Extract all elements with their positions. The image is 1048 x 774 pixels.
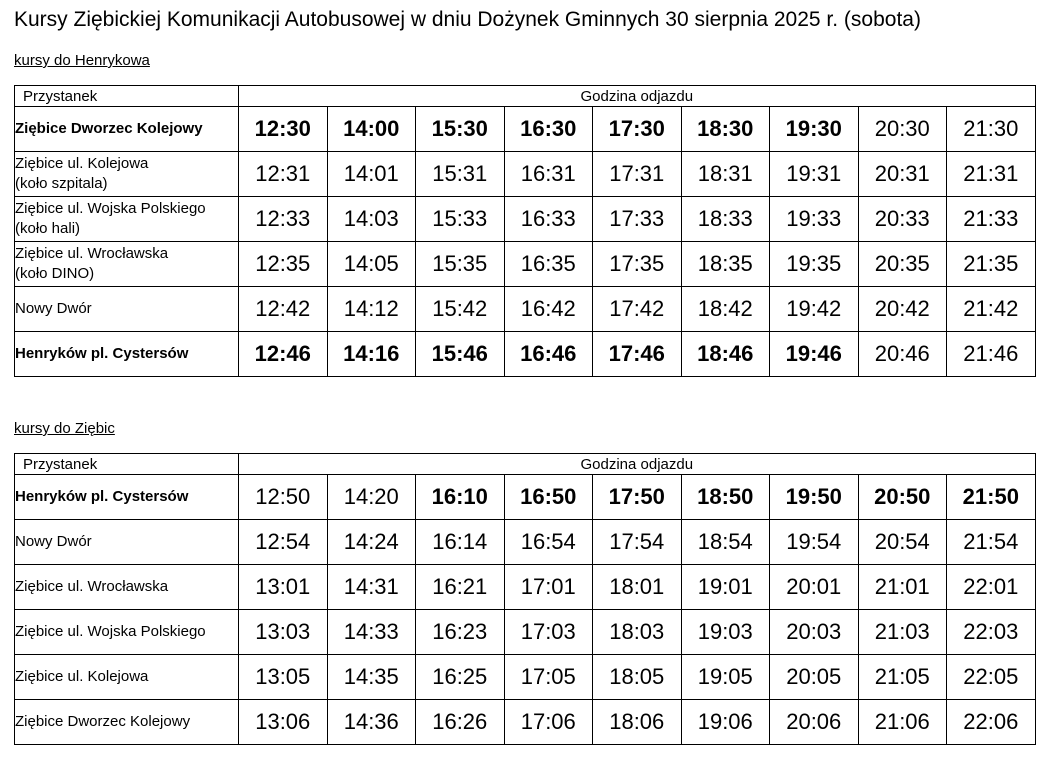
departure-time-cell: 13:06 [239,700,328,745]
departure-time-cell: 21:46 [947,332,1036,377]
departure-time-cell: 12:46 [239,332,328,377]
stop-name-line: Nowy Dwór [15,533,92,550]
stop-name-cell [15,520,239,565]
departure-time-cell: 21:42 [947,287,1036,332]
stop-name-line: Nowy Dwór [15,300,92,317]
stop-name-cell [15,610,239,655]
departure-time-cell: 16:25 [416,655,505,700]
departure-time-cell: 12:42 [239,287,328,332]
departure-time-cell: 19:31 [770,152,859,197]
column-header-departure: Godzina odjazdu [239,454,1036,475]
departure-time-cell: 14:12 [327,287,416,332]
departure-time-cell: 21:06 [858,700,947,745]
departure-time-cell: 20:46 [858,332,947,377]
departure-time-cell: 16:21 [416,565,505,610]
stop-name-line: Ziębice ul. Wrocławska [15,578,169,595]
departure-time-cell: 21:05 [858,655,947,700]
stop-name-line: Ziębice Dworzec Kolejowy [15,120,203,137]
departure-time-cell: 20:06 [770,700,859,745]
stop-name-line: Ziębice ul. Kolejowa [15,155,149,172]
departure-time-cell: 22:03 [947,610,1036,655]
departure-time-cell: 14:33 [327,610,416,655]
departure-time-cell: 19:46 [770,332,859,377]
departure-time-cell: 14:01 [327,152,416,197]
table-row [15,610,1036,655]
departure-time-cell: 19:05 [681,655,770,700]
departure-time-cell: 12:35 [239,242,328,287]
departure-time-cell: 21:50 [947,475,1036,520]
departure-time-cell: 21:01 [858,565,947,610]
stop-name-line: (koło DINO) [15,265,95,282]
departure-time-cell: 16:54 [504,520,593,565]
stop-name-cell [15,197,239,242]
departure-time-cell: 15:42 [416,287,505,332]
departure-time-cell: 19:01 [681,565,770,610]
departure-time-cell: 13:01 [239,565,328,610]
departure-time-cell: 20:42 [858,287,947,332]
stop-name-line: Ziębice ul. Wojska Polskiego [15,200,206,217]
departure-time-cell: 15:31 [416,152,505,197]
page-title: Kursy Ziębickiej Komunikacji Autobusowej w dniu Dożynek Gminnych 30 sierpnia 2025 r. (sobota) [14,8,921,31]
departure-time-cell: 20:50 [858,475,947,520]
departure-time-cell: 20:03 [770,610,859,655]
table-row [15,287,1036,332]
section-label-ziebice: kursy do Ziębic [14,420,115,437]
column-header-stop: Przystanek [15,86,239,107]
departure-time-cell: 16:50 [504,475,593,520]
departure-time-cell: 17:01 [504,565,593,610]
departure-time-cell: 17:30 [593,107,682,152]
departure-time-cell: 19:42 [770,287,859,332]
departure-time-cell: 18:35 [681,242,770,287]
departure-time-cell: 17:42 [593,287,682,332]
departure-time-cell: 12:50 [239,475,328,520]
departure-time-cell: 17:06 [504,700,593,745]
departure-time-cell: 16:33 [504,197,593,242]
departure-time-cell: 21:35 [947,242,1036,287]
departure-time-cell: 14:16 [327,332,416,377]
stop-name-cell [15,565,239,610]
stop-name-cell [15,152,239,197]
departure-time-cell: 20:35 [858,242,947,287]
stop-name-cell [15,475,239,520]
departure-time-cell: 18:54 [681,520,770,565]
departure-time-cell: 12:31 [239,152,328,197]
departure-time-cell: 16:42 [504,287,593,332]
departure-time-cell: 18:33 [681,197,770,242]
departure-time-cell: 14:36 [327,700,416,745]
departure-time-cell: 21:33 [947,197,1036,242]
departure-time-cell: 17:50 [593,475,682,520]
stop-name-line: (koło hali) [15,220,81,237]
departure-time-cell: 18:03 [593,610,682,655]
departure-time-cell: 18:31 [681,152,770,197]
column-header-departure: Godzina odjazdu [239,86,1036,107]
departure-time-cell: 19:54 [770,520,859,565]
departure-time-cell: 22:05 [947,655,1036,700]
departure-time-cell: 21:03 [858,610,947,655]
departure-time-cell: 19:50 [770,475,859,520]
departure-time-cell: 15:35 [416,242,505,287]
departure-time-cell: 18:30 [681,107,770,152]
table-header-row [15,86,1036,107]
stop-name-line: Ziębice ul. Wojska Polskiego [15,623,206,640]
departure-time-cell: 12:30 [239,107,328,152]
departure-time-cell: 20:33 [858,197,947,242]
departure-time-cell: 17:33 [593,197,682,242]
stop-name-line: Ziębice ul. Wrocławska [15,245,169,262]
table-row [15,107,1036,152]
departure-time-cell: 14:35 [327,655,416,700]
departure-time-cell: 19:30 [770,107,859,152]
table-row [15,655,1036,700]
timetable-to-ziebice [14,453,1036,745]
departure-time-cell: 12:33 [239,197,328,242]
departure-time-cell: 17:54 [593,520,682,565]
table-header-row [15,454,1036,475]
table-row [15,332,1036,377]
stop-name-line: Henryków pl. Cystersów [15,345,189,362]
departure-time-cell: 18:01 [593,565,682,610]
departure-time-cell: 19:06 [681,700,770,745]
departure-time-cell: 20:31 [858,152,947,197]
stop-name-cell [15,655,239,700]
departure-time-cell: 13:03 [239,610,328,655]
departure-time-cell: 19:03 [681,610,770,655]
departure-time-cell: 18:05 [593,655,682,700]
stop-name-cell [15,332,239,377]
section-label-henrykow: kursy do Henrykowa [14,52,150,69]
departure-time-cell: 18:06 [593,700,682,745]
departure-time-cell: 14:05 [327,242,416,287]
departure-time-cell: 20:30 [858,107,947,152]
departure-time-cell: 16:10 [416,475,505,520]
table-row [15,475,1036,520]
departure-time-cell: 21:30 [947,107,1036,152]
departure-time-cell: 19:35 [770,242,859,287]
departure-time-cell: 14:00 [327,107,416,152]
departure-time-cell: 21:54 [947,520,1036,565]
departure-time-cell: 14:20 [327,475,416,520]
departure-time-cell: 16:14 [416,520,505,565]
stop-name-cell [15,287,239,332]
table-row [15,242,1036,287]
departure-time-cell: 15:33 [416,197,505,242]
departure-time-cell: 17:03 [504,610,593,655]
departure-time-cell: 16:46 [504,332,593,377]
table-row [15,700,1036,745]
departure-time-cell: 20:05 [770,655,859,700]
departure-time-cell: 17:31 [593,152,682,197]
stop-name-line: Henryków pl. Cystersów [15,488,189,505]
departure-time-cell: 15:46 [416,332,505,377]
departure-time-cell: 18:42 [681,287,770,332]
departure-time-cell: 21:31 [947,152,1036,197]
departure-time-cell: 20:54 [858,520,947,565]
departure-time-cell: 15:30 [416,107,505,152]
departure-time-cell: 14:31 [327,565,416,610]
stop-name-line: (koło szpitala) [15,175,108,192]
departure-time-cell: 14:03 [327,197,416,242]
stop-name-cell [15,242,239,287]
departure-time-cell: 16:30 [504,107,593,152]
table-row [15,197,1036,242]
departure-time-cell: 19:33 [770,197,859,242]
departure-time-cell: 18:46 [681,332,770,377]
timetable-to-henrykow [14,85,1036,377]
stop-name-cell [15,700,239,745]
table-row [15,565,1036,610]
departure-time-cell: 22:01 [947,565,1036,610]
departure-time-cell: 17:46 [593,332,682,377]
departure-time-cell: 17:35 [593,242,682,287]
departure-time-cell: 14:24 [327,520,416,565]
departure-time-cell: 16:23 [416,610,505,655]
stop-name-line: Ziębice Dworzec Kolejowy [15,713,191,730]
departure-time-cell: 17:05 [504,655,593,700]
departure-time-cell: 13:05 [239,655,328,700]
stop-name-line: Ziębice ul. Kolejowa [15,668,149,685]
departure-time-cell: 22:06 [947,700,1036,745]
table-row [15,152,1036,197]
departure-time-cell: 20:01 [770,565,859,610]
column-header-stop: Przystanek [15,454,239,475]
departure-time-cell: 18:50 [681,475,770,520]
table-row [15,520,1036,565]
departure-time-cell: 12:54 [239,520,328,565]
departure-time-cell: 16:26 [416,700,505,745]
stop-name-cell [15,107,239,152]
departure-time-cell: 16:31 [504,152,593,197]
departure-time-cell: 16:35 [504,242,593,287]
